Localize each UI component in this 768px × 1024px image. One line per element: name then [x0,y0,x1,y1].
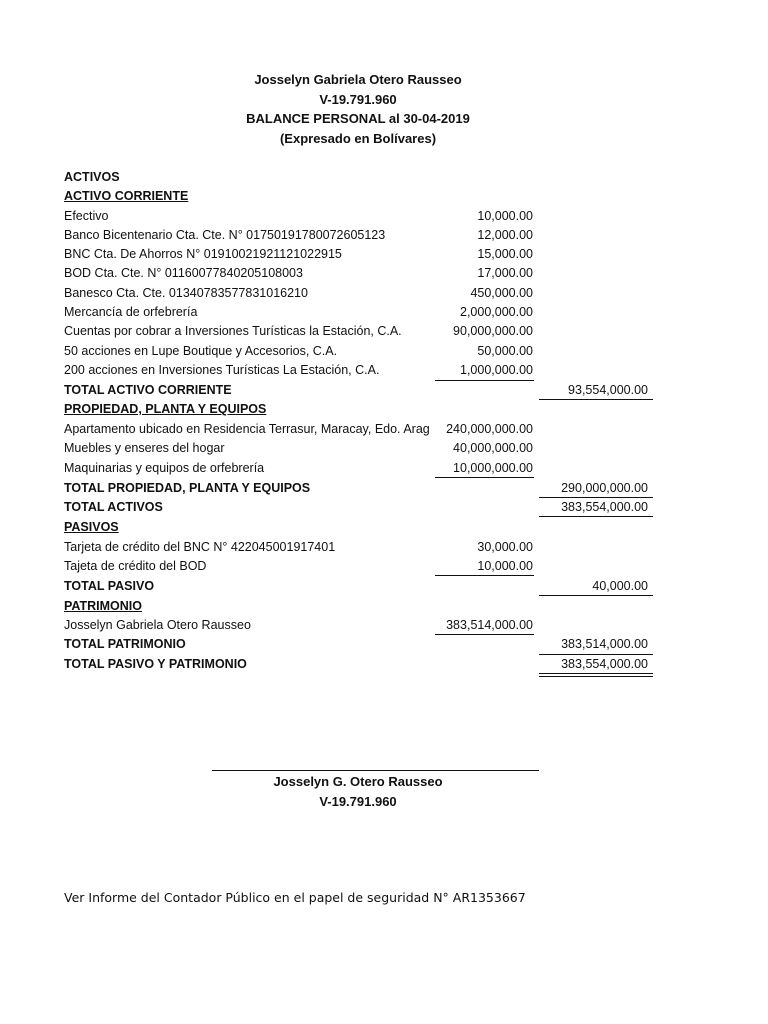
total-rule [539,516,653,517]
page-title: BALANCE PERSONAL al 30-04-2019 [246,111,470,126]
table-row: Tarjeta de crédito del BNC N° 422045001917401 30,000.00 [64,540,533,554]
table-row: Banesco Cta. Cte. 01340783577831016210 450,000.00 [64,286,533,300]
section-pasivos: PASIVOS [64,520,119,534]
table-row: Banco Bicentenario Cta. Cte. N° 01750191780072605123 12,000.00 [64,228,533,242]
signature-line [212,770,539,771]
double-rule-top [539,673,653,674]
table-row: Cuentas por cobrar a Inversiones Turísticas la Estación, C.A. 90,000,000.00 [64,324,533,338]
section-activos: ACTIVOS [64,170,120,184]
table-row: 50 acciones en Lupe Boutique y Accesorios, C.A. 50,000.00 [64,344,533,358]
total-pasivo-patrimonio-row: TOTAL PASIVO Y PATRIMONIO 383,554,000.00 [64,657,648,671]
table-row: Efectivo 10,000.00 [64,209,533,223]
subtotal-rule [435,575,534,576]
subtotal-rule [435,477,534,478]
section-ppe: PROPIEDAD, PLANTA Y EQUIPOS [64,402,267,416]
page-subtitle: (Expresado en Bolívares) [279,131,437,146]
owner-name: Josselyn Gabriela Otero Rausseo [254,72,462,87]
signature-id: V-19.791.960 [319,794,397,809]
double-rule-bottom [539,676,653,677]
footer-note: Ver Informe del Contador Público en el papel de seguridad N° AR1353667 [64,890,526,905]
table-row: Tajeta de crédito del BOD 10,000.00 [64,559,533,573]
total-pasivo-row: TOTAL PASIVO 40,000.00 [64,579,648,593]
table-row: BOD Cta. Cte. N° 01160077840205108003 17,000.00 [64,266,533,280]
total-activos-row: TOTAL ACTIVOS 383,554,000.00 [64,500,648,514]
table-row: BNC Cta. De Ahorros N° 01910021921121022915 15,000.00 [64,247,533,261]
table-row: Apartamento ubicado en Residencia Terrasur, Maracay, Edo. Arag 240,000,000.00 [64,422,533,436]
table-row: 200 acciones en Inversiones Turísticas La Estación, C.A. 1,000,000.00 [64,363,533,377]
table-row: Josselyn Gabriela Otero Rausseo 383,514,000.00 [64,618,533,632]
section-activo-corriente: ACTIVO CORRIENTE [64,189,189,203]
owner-id: V-19.791.960 [319,92,397,107]
table-row: Maquinarias y equipos de orfebrería 10,000,000.00 [64,461,533,475]
total-ppe-row: TOTAL PROPIEDAD, PLANTA Y EQUIPOS 290,000,000.00 [64,481,648,495]
section-patrimonio: PATRIMONIO [64,599,143,613]
total-rule [539,595,653,596]
table-row: Muebles y enseres del hogar 40,000,000.00 [64,441,533,455]
table-row: Mercancía de orfebrería 2,000,000.00 [64,305,533,319]
total-patrimonio-row: TOTAL PATRIMONIO 383,514,000.00 [64,637,648,651]
total-activo-corriente-row: TOTAL ACTIVO CORRIENTE 93,554,000.00 [64,383,648,397]
signature-name: Josselyn G. Otero Rausseo [273,774,443,789]
